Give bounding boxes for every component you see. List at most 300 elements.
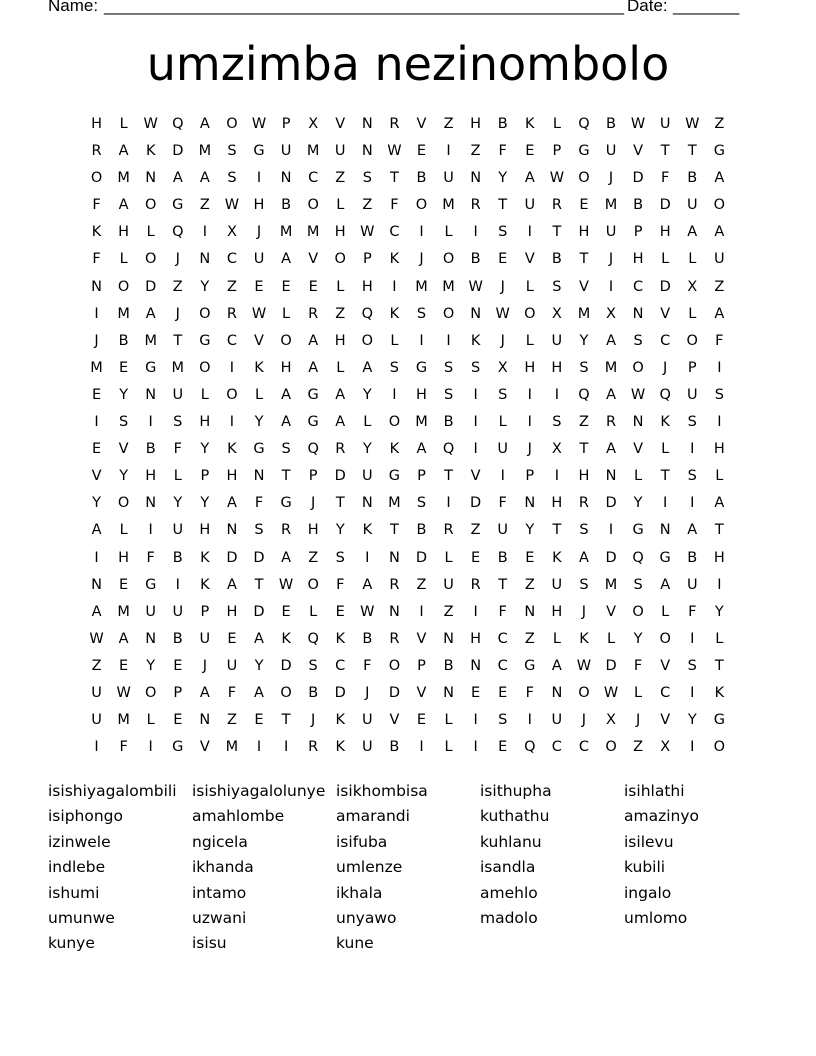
- grid-letter: E: [308, 278, 318, 295]
- grid-letter: U: [362, 712, 373, 729]
- grid-letter: L: [634, 468, 643, 485]
- grid-letter: W: [630, 116, 646, 132]
- grid-letter: C: [389, 224, 400, 241]
- grid-letter: R: [389, 630, 400, 647]
- grid-letter: A: [308, 332, 319, 349]
- grid-letter: Y: [633, 630, 643, 647]
- grid-letter: C: [551, 739, 562, 756]
- grid-letter: G: [578, 143, 590, 160]
- grid-letter: F: [390, 197, 399, 214]
- grid-row: [83, 572, 733, 599]
- grid-letter: U: [199, 630, 211, 647]
- word-bank-item: isisu: [192, 934, 227, 953]
- grid-letter: X: [226, 224, 237, 241]
- grid-letter: N: [470, 170, 482, 187]
- grid-letter: C: [633, 278, 644, 295]
- grid-letter: Q: [361, 305, 374, 322]
- grid-letter: V: [91, 468, 102, 485]
- grid-letter: H: [470, 116, 482, 132]
- grid-letter: W: [630, 386, 646, 403]
- grid-row: [83, 599, 733, 626]
- grid-letter: E: [335, 603, 345, 620]
- grid-letter: S: [633, 576, 643, 593]
- grid-letter: L: [336, 359, 345, 376]
- grid-letter: A: [281, 414, 292, 431]
- grid-letter: F: [498, 495, 507, 512]
- grid-letter: I: [392, 278, 397, 295]
- grid-row: [83, 382, 733, 409]
- grid-letter: N: [605, 468, 617, 485]
- grid-letter: K: [335, 739, 345, 756]
- grid-letter: K: [200, 549, 210, 566]
- grid-letter: I: [608, 522, 614, 539]
- grid-letter: I: [229, 414, 235, 431]
- grid-letter: S: [498, 712, 508, 729]
- grid-letter: D: [632, 170, 644, 187]
- grid-letter: O: [605, 739, 617, 756]
- grid-letter: Z: [362, 197, 373, 214]
- grid-row: [83, 653, 733, 680]
- grid-letter: X: [660, 739, 671, 756]
- grid-letter: Z: [443, 603, 454, 620]
- grid-letter: M: [225, 739, 239, 756]
- grid-letter: I: [663, 495, 668, 512]
- grid-letter: A: [714, 224, 725, 241]
- grid-letter: B: [389, 739, 400, 756]
- grid-letter: S: [389, 359, 399, 376]
- puzzle-title: umzimba nezinombolo: [146, 37, 670, 91]
- grid-letter: K: [470, 332, 481, 349]
- grid-letter: I: [365, 549, 370, 566]
- grid-letter: V: [335, 116, 346, 132]
- grid-letter: Y: [200, 278, 210, 295]
- grid-letter: S: [687, 657, 697, 674]
- grid-letter: J: [527, 441, 532, 458]
- grid-letter: L: [498, 414, 507, 431]
- grid-letter: J: [608, 170, 614, 187]
- grid-letter: H: [551, 359, 563, 376]
- grid-letter: E: [119, 359, 129, 376]
- grid-letter: F: [498, 143, 507, 160]
- grid-letter: E: [579, 197, 589, 214]
- grid-letter: D: [334, 684, 346, 701]
- grid-letter: P: [417, 468, 426, 485]
- grid-letter: F: [119, 739, 128, 756]
- grid-letter: V: [606, 603, 616, 620]
- grid-letter: S: [552, 278, 562, 295]
- grid-letter: V: [416, 116, 427, 132]
- grid-letter: L: [309, 603, 318, 620]
- grid-letter: T: [714, 522, 724, 539]
- grid-row: [83, 436, 733, 463]
- grid-letter: Y: [92, 495, 101, 512]
- grid-letter: U: [551, 576, 563, 593]
- grid-letter: N: [361, 143, 373, 160]
- grid-letter: Z: [416, 576, 427, 593]
- grid-letter: E: [119, 576, 129, 593]
- grid-letter: Y: [119, 386, 129, 403]
- grid-letter: Z: [714, 278, 725, 295]
- grid-letter: S: [687, 414, 697, 431]
- grid-letter: A: [362, 576, 373, 593]
- grid-letter: I: [392, 386, 397, 403]
- grid-letter: K: [254, 359, 264, 376]
- grid-letter: F: [498, 603, 507, 620]
- grid-row: [83, 246, 733, 273]
- grid-row: [83, 626, 733, 653]
- grid-letter: E: [119, 657, 129, 674]
- grid-letter: N: [470, 305, 482, 322]
- grid-letter: F: [688, 603, 697, 620]
- grid-letter: N: [659, 522, 671, 539]
- grid-letter: G: [632, 522, 644, 539]
- grid-letter: J: [311, 495, 316, 512]
- grid-letter: E: [416, 712, 427, 729]
- grid-letter: O: [117, 495, 130, 512]
- word-bank-item: kubili: [624, 858, 666, 877]
- grid-letter: O: [632, 359, 644, 376]
- grid-letter: T: [660, 468, 670, 485]
- grid-letter: L: [146, 712, 155, 729]
- grid-letter: H: [280, 359, 292, 376]
- grid-letter: Z: [226, 278, 237, 295]
- grid-letter: K: [227, 441, 237, 458]
- grid-letter: A: [281, 251, 292, 268]
- grid-letter: D: [470, 495, 482, 512]
- grid-letter: E: [173, 712, 183, 729]
- word-bank-item: ingalo: [624, 883, 672, 902]
- grid-letter: B: [497, 549, 508, 566]
- grid-letter: N: [91, 278, 102, 295]
- grid-letter: J: [500, 278, 505, 295]
- grid-letter: K: [200, 576, 210, 593]
- grid-letter: Y: [200, 441, 210, 458]
- grid-letter: L: [715, 630, 724, 647]
- grid-letter: B: [443, 657, 454, 674]
- grid-letter: I: [527, 414, 532, 431]
- grid-letter: W: [251, 305, 267, 322]
- grid-letter: L: [444, 224, 453, 241]
- grid-letter: D: [605, 495, 617, 512]
- grid-letter: L: [634, 684, 643, 701]
- grid-letter: U: [172, 522, 184, 539]
- grid-letter: I: [690, 684, 695, 701]
- grid-row: [83, 165, 733, 192]
- grid-letter: A: [226, 576, 237, 593]
- grid-letter: K: [335, 630, 345, 647]
- grid-letter: N: [632, 305, 644, 322]
- grid-letter: C: [660, 332, 671, 349]
- grid-letter: O: [90, 170, 103, 187]
- grid-letter: U: [714, 251, 725, 268]
- grid-letter: U: [551, 712, 563, 729]
- grid-letter: D: [145, 278, 157, 295]
- grid-letter: A: [308, 359, 319, 376]
- grid-letter: I: [202, 224, 207, 241]
- grid-letter: A: [91, 603, 102, 620]
- grid-letter: W: [387, 143, 402, 160]
- grid-letter: K: [389, 441, 400, 458]
- grid-letter: W: [360, 603, 375, 620]
- grid-letter: V: [660, 712, 671, 729]
- letter-grid: [83, 111, 733, 761]
- grid-letter: S: [362, 170, 372, 187]
- grid-letter: K: [714, 684, 725, 701]
- grid-letter: T: [552, 522, 562, 539]
- grid-letter: T: [444, 468, 453, 485]
- grid-letter: L: [525, 332, 534, 349]
- grid-letter: R: [470, 197, 481, 214]
- grid-letter: J: [635, 712, 641, 729]
- grid-letter: E: [498, 684, 508, 701]
- grid-letter: V: [660, 305, 671, 322]
- grid-letter: H: [91, 116, 102, 132]
- grid-row: [83, 328, 733, 355]
- grid-letter: K: [145, 143, 156, 160]
- grid-letter: L: [363, 414, 372, 431]
- grid-letter: D: [253, 603, 265, 620]
- grid-letter: L: [254, 386, 264, 403]
- word-bank-item: umlenze: [336, 858, 403, 877]
- grid-letter: X: [551, 441, 562, 458]
- grid-letter: O: [307, 576, 319, 593]
- word-bank-item: isishiyagalombili: [48, 782, 177, 800]
- grid-letter: A: [118, 143, 129, 160]
- grid-letter: A: [606, 332, 616, 349]
- grid-letter: A: [606, 386, 616, 403]
- grid-letter: Y: [200, 495, 210, 512]
- grid-letter: A: [281, 386, 292, 403]
- grid-letter: H: [334, 224, 346, 241]
- grid-letter: D: [659, 197, 671, 214]
- grid-letter: R: [551, 197, 562, 214]
- grid-letter: U: [280, 143, 292, 160]
- grid-letter: Q: [307, 630, 319, 647]
- grid-letter: B: [497, 116, 508, 132]
- grid-letter: G: [713, 712, 725, 729]
- grid-letter: G: [172, 739, 184, 756]
- word-bank-item: amazinyo: [624, 807, 700, 826]
- grid-letter: B: [308, 684, 319, 701]
- grid-letter: O: [117, 278, 130, 295]
- grid-letter: O: [713, 739, 726, 756]
- grid-letter: G: [145, 576, 157, 593]
- grid-letter: E: [471, 549, 481, 566]
- grid-letter: W: [468, 278, 483, 295]
- grid-letter: Z: [91, 657, 102, 674]
- grid-letter: W: [89, 630, 104, 647]
- grid-letter: X: [606, 305, 616, 322]
- grid-letter: L: [552, 630, 561, 647]
- grid-letter: H: [199, 522, 211, 539]
- grid-letter: I: [94, 549, 99, 566]
- grid-letter: O: [199, 305, 211, 322]
- grid-letter: A: [335, 386, 346, 403]
- grid-row: [83, 219, 733, 246]
- grid-letter: I: [717, 359, 722, 376]
- grid-letter: E: [91, 441, 102, 458]
- grid-row: [83, 545, 733, 572]
- grid-letter: W: [224, 197, 240, 214]
- grid-letter: H: [632, 251, 644, 268]
- grid-letter: S: [714, 386, 724, 403]
- word-bank-item: isilevu: [624, 832, 674, 851]
- grid-letter: Y: [335, 522, 345, 539]
- grid-letter: H: [199, 414, 211, 431]
- grid-letter: G: [253, 441, 265, 458]
- grid-letter: I: [283, 739, 289, 756]
- grid-letter: Y: [579, 332, 589, 349]
- grid-letter: U: [497, 522, 509, 539]
- grid-letter: U: [172, 603, 184, 620]
- grid-letter: N: [632, 414, 644, 431]
- grid-letter: U: [443, 170, 454, 187]
- grid-letter: D: [388, 684, 400, 701]
- word-bank-item: isihlathi: [624, 782, 685, 800]
- grid-letter: M: [90, 359, 103, 376]
- grid-letter: S: [443, 386, 454, 403]
- grid-letter: A: [714, 305, 725, 322]
- grid-letter: I: [527, 224, 532, 241]
- grid-letter: J: [581, 603, 587, 620]
- grid-letter: U: [497, 441, 509, 458]
- grid-letter: F: [92, 251, 101, 268]
- grid-letter: I: [690, 739, 695, 756]
- grid-letter: H: [713, 549, 725, 566]
- grid-row: [83, 490, 733, 517]
- grid-letter: I: [473, 603, 478, 620]
- grid-letter: N: [443, 684, 454, 701]
- grid-letter: N: [145, 495, 157, 512]
- grid-letter: B: [606, 116, 616, 132]
- grid-letter: K: [91, 224, 102, 241]
- grid-letter: B: [145, 441, 156, 458]
- grid-letter: S: [498, 224, 508, 241]
- grid-letter: N: [253, 468, 265, 485]
- grid-letter: L: [336, 197, 345, 214]
- grid-letter: O: [361, 332, 374, 349]
- grid-letter: I: [229, 359, 235, 376]
- word-bank: [48, 780, 768, 958]
- grid-row: [83, 111, 733, 138]
- grid-letter: N: [145, 630, 157, 647]
- grid-letter: T: [498, 197, 508, 214]
- grid-letter: F: [254, 495, 264, 512]
- grid-letter: L: [336, 278, 345, 295]
- grid-letter: P: [200, 603, 210, 620]
- grid-letter: M: [604, 359, 618, 376]
- grid-letter: I: [554, 468, 559, 485]
- grid-letter: Q: [172, 224, 184, 241]
- grid-letter: A: [199, 116, 210, 132]
- grid-letter: S: [579, 576, 589, 593]
- grid-letter: O: [632, 603, 644, 620]
- grid-letter: F: [227, 684, 237, 701]
- grid-letter: Q: [172, 116, 184, 132]
- grid-letter: L: [119, 116, 128, 132]
- grid-letter: S: [254, 522, 264, 539]
- grid-letter: H: [307, 522, 319, 539]
- grid-letter: A: [226, 495, 237, 512]
- grid-letter: R: [335, 441, 346, 458]
- grid-letter: G: [713, 143, 725, 160]
- grid-letter: E: [498, 251, 508, 268]
- grid-letter: I: [446, 495, 451, 512]
- grid-letter: E: [254, 712, 264, 729]
- grid-letter: D: [226, 549, 238, 566]
- grid-letter: N: [551, 684, 563, 701]
- grid-letter: T: [173, 332, 183, 349]
- grid-letter: A: [199, 684, 210, 701]
- grid-letter: T: [335, 495, 345, 512]
- grid-letter: A: [687, 224, 698, 241]
- grid-letter: N: [145, 386, 157, 403]
- grid-letter: F: [715, 332, 724, 349]
- grid-letter: K: [552, 549, 562, 566]
- grid-letter: H: [226, 468, 238, 485]
- grid-letter: Q: [632, 549, 644, 566]
- grid-letter: G: [524, 657, 536, 674]
- grid-letter: W: [251, 116, 267, 132]
- word-bank-item: isikhombisa: [336, 782, 428, 800]
- word-bank-item: amahlombe: [192, 807, 285, 826]
- grid-letter: Y: [633, 495, 643, 512]
- grid-letter: D: [280, 657, 292, 674]
- grid-letter: O: [199, 359, 211, 376]
- name-blank-line: _______________________________________________________: [104, 0, 625, 15]
- grid-letter: L: [606, 630, 616, 647]
- grid-letter: A: [118, 630, 129, 647]
- grid-letter: H: [551, 603, 563, 620]
- grid-letter: M: [117, 712, 130, 729]
- grid-letter: P: [552, 143, 562, 160]
- grid-letter: L: [444, 712, 453, 729]
- grid-letter: L: [688, 305, 697, 322]
- grid-letter: N: [226, 522, 238, 539]
- grid-letter: I: [554, 386, 559, 403]
- word-bank-item: unyawo: [336, 908, 397, 927]
- grid-letter: A: [118, 197, 129, 214]
- grid-letter: V: [254, 332, 264, 349]
- grid-letter: M: [306, 224, 320, 241]
- grid-letter: K: [281, 630, 291, 647]
- grid-letter: L: [661, 603, 670, 620]
- grid-letter: I: [446, 332, 451, 349]
- grid-letter: M: [604, 576, 618, 593]
- grid-letter: A: [172, 170, 183, 187]
- grid-letter: Z: [470, 143, 481, 160]
- grid-letter: Z: [443, 116, 454, 132]
- grid-letter: W: [685, 116, 700, 132]
- grid-letter: I: [690, 495, 695, 512]
- grid-letter: K: [389, 251, 400, 268]
- grid-letter: N: [388, 549, 400, 566]
- grid-letter: W: [495, 305, 510, 322]
- grid-letter: U: [605, 224, 617, 241]
- grid-letter: D: [253, 549, 265, 566]
- grid-letter: U: [172, 386, 184, 403]
- grid-letter: N: [524, 603, 536, 620]
- grid-letter: W: [278, 576, 294, 593]
- grid-letter: L: [119, 251, 128, 268]
- grid-letter: W: [143, 116, 158, 132]
- grid-letter: F: [146, 549, 155, 566]
- grid-letter: O: [144, 251, 157, 268]
- word-bank-item: madolo: [480, 908, 538, 927]
- grid-letter: K: [579, 630, 589, 647]
- grid-letter: C: [226, 332, 237, 349]
- date-label: Date:: [627, 0, 668, 15]
